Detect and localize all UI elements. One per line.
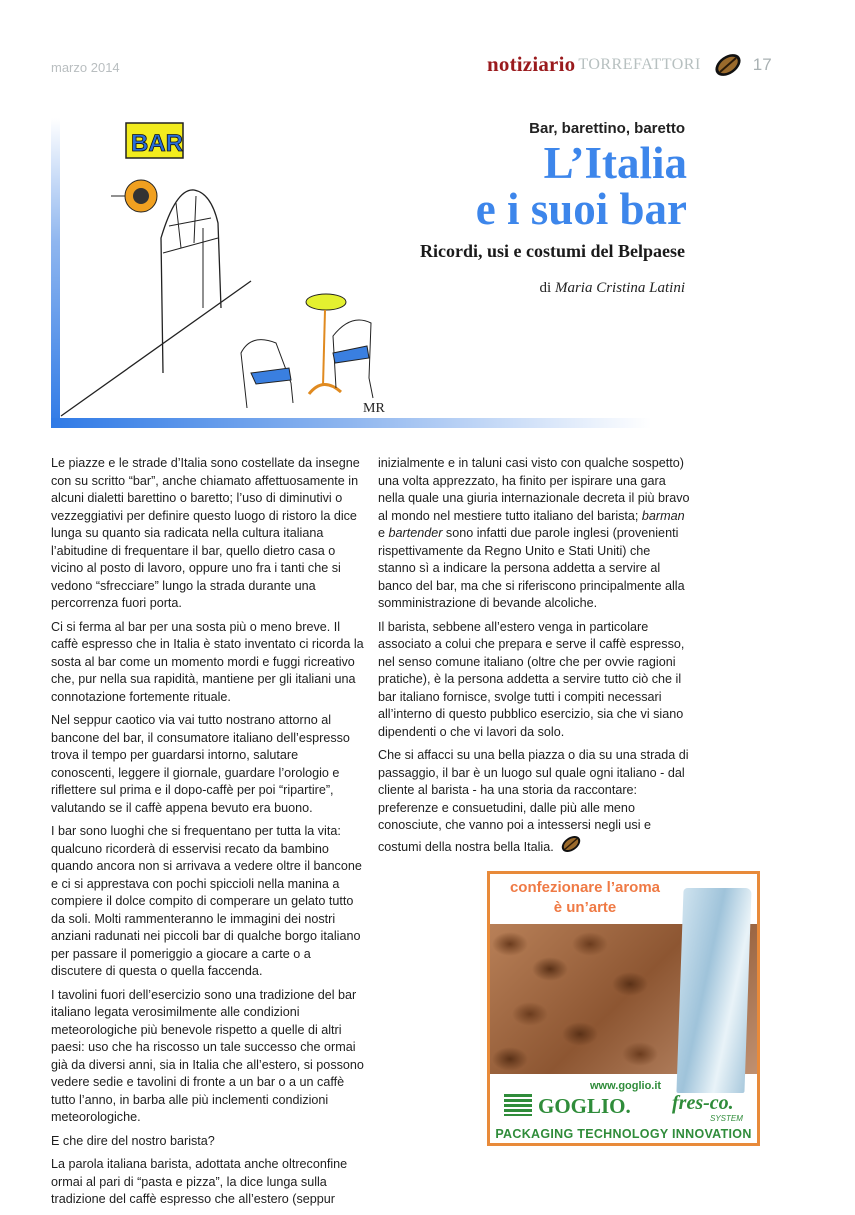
fresco-system-label: SYSTEM [710, 1114, 743, 1123]
goglio-logo [504, 1094, 631, 1119]
paragraph: Ci si ferma al bar per una sosta più o meno breve. Il caffè espresso che in Italia è stato inventato ci ricorda la sosta al bar come un momento mordi e fuggi ricreativo che, pur nella sua rapidità, mantiene per gli italiani una connotazione fortemente rituale. [51, 619, 364, 704]
ad-headline-line-2: è un’arte [553, 899, 617, 916]
issue-date: marzo 2014 [51, 60, 120, 75]
paragraph [378, 455, 691, 613]
goglio-advertisement[interactable] [487, 871, 760, 1146]
paragraph: Il barista, sebbene all’estero venga in particolare associato a colui che prepara e serve il caffè espresso, nel senso comune italiano (oltre che per ovvie ragioni pratiche), è la persona addetta a servire tutto ciò che il bar italiano fornisce, svolge tutti i compiti necessari all’interno di questo pubblico esercizio, sia che vi siano dipendenti o che vi lavori da solo. [378, 619, 685, 739]
article-column-left [51, 455, 364, 1215]
byline [540, 280, 685, 297]
ad-tagline: PACKAGING TECHNOLOGY INNOVATION [495, 1127, 752, 1141]
paragraph [378, 747, 691, 856]
brand-primary: notiziario [487, 52, 576, 76]
artist-signature: MR [363, 401, 385, 416]
paragraph: I bar sono luoghi che si frequentano per tutta la vita: qualcuno ricorderà di esservisi recato da bambino quando ancora non si arrivava a vedere oltre il bancone e ci si apprestava con pochi spiccioli nella manina a compiere il dolce compito di comperare un gelato tutto da soli. Molti rammenteranno le immagini dei nostri anziani radunati nei piccoli bar di qualche borgo italiano per passare il pomeriggio a giocare a carte o a discutere di questa o quella faccenda. [51, 824, 362, 978]
paragraph: Le piazze e le strade d’Italia sono costellate da insegne con su scritto “bar”, anche chiamato affettuosamente in alcuni dialetti barettino o baretto; l’uso di diminutivi o vezzeggiativi per definire questo luogo di ristoro la dice lunga su quanto sia radicata nella cultura italiana l’abitudine di frequentare il bar, quello dietro casa o vicino al posto di lavoro, oppure uno fra i tanti che si vedono “sfrecciare” lungo la strada durante una percorrenza fuori porta. [51, 456, 360, 610]
coffee-bean-icon [713, 53, 743, 77]
text-segment: sono infatti due parole inglesi (provenienti rispettivamente da Regno Unito e Stati Uniti) che stanno sì a indicare la persona addetta a servire al banco del bar, ma che si riferiscono principalmente alla somministrazione di bevande alcoliche. [378, 526, 685, 610]
title-line-2: e i suoi bar [475, 184, 687, 234]
paragraph: I tavolini fuori dell’esercizio sono una tradizione del bar italiano legata verosimilmente alle condizioni meteorologiche più benevole rispetto a quelle di altri paesi: uso che ha riscosso un tale successo che ormai già da diversi anni, sia in Italia che all’estero, si possono vedere sedie e tavolini di fronte a un bar o a un caffè tutto l’anno, in barba alle più inclementi condizioni meteorologiche. [51, 987, 364, 1124]
text-segment: e [378, 526, 389, 540]
decorative-gradient-bar-vertical [51, 118, 60, 428]
paragraph: La parola italiana barista, adottata anche oltreconfine ormai al pari di “pasta e pizza”, la dice lunga sulla tradizione del caffè espresso che all’estero (seppur [51, 1157, 348, 1206]
text-segment: Che si affacci su una bella piazza o dia su una strada di passaggio, il bar è un luogo sul quale ogni italiano - dal cliente al barista - ha una storia da raccontare: preferenze e consuetudini, dalle più alle meno conosciute, che vanno poi a intessersi negli usi e costumi della nostra bella Italia. [378, 748, 689, 854]
goglio-brand-text: GOGLIO. [538, 1094, 631, 1118]
italic-term: bartender [388, 526, 443, 540]
paragraph: E che dire del nostro barista? [51, 1133, 215, 1148]
page-number: 17 [752, 54, 772, 74]
ad-url-link[interactable]: www.goglio.it [590, 1080, 662, 1092]
article-column-right [378, 455, 691, 862]
article-kicker: Bar, barettino, baretto [529, 120, 685, 137]
brand-secondary: TORREFATTORI [578, 55, 701, 73]
goglio-logo-icon [504, 1094, 532, 1116]
masthead [487, 52, 772, 77]
ad-headline-line-1: confezionare l’aroma [509, 879, 661, 896]
fresco-logo: fres-co. [672, 1092, 734, 1114]
article-subtitle: Ricordi, usi e costumi del Belpaese [420, 241, 685, 261]
bar-sign-text: BAR [131, 130, 183, 157]
italic-term: barman [641, 508, 685, 523]
article-title [476, 140, 687, 232]
decorative-gradient-bar-horizontal [51, 418, 651, 428]
ad-headline [490, 878, 680, 918]
text-segment: inizialmente e in taluni casi visto con qualche sospetto) una volta apprezzato, ha finito per ispirare una gara nella quale una giuria internazionale decreta il più bravo al mondo nel mestiere tutto italiano del barista; [378, 456, 690, 523]
coffee-bean-end-mark-icon [560, 835, 582, 853]
byline-prefix: di [539, 280, 552, 296]
coffee-bag-photo [676, 888, 751, 1093]
title-line-1: L’Italia [543, 138, 687, 188]
author-name: Maria Cristina Latini [554, 280, 685, 296]
paragraph: Nel seppur caotico via vai tutto nostrano attorno al bancone del bar, il consumatore italiano dell’espresso trova il tempo per guardarsi intorno, salutare conoscenti, leggere il giornale, guardare l’orologio e riflettere sul prima e il dopo-caffè per poi “ripartire”, valutando se il caffè appena bevuto era buono. [51, 713, 350, 815]
